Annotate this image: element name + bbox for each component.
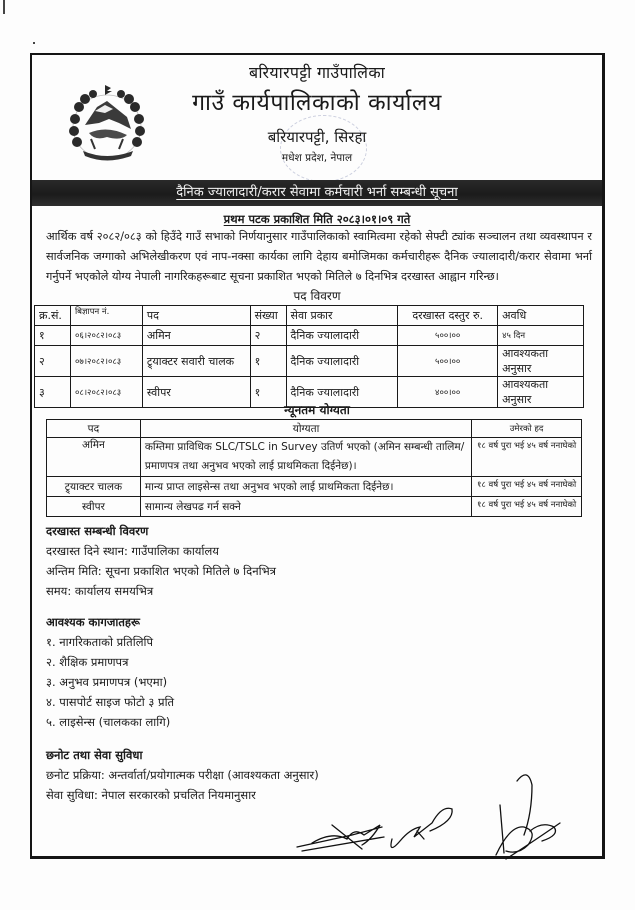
scan-mark [3, 0, 5, 14]
qualification-table-title: न्यूनतम योग्यता [284, 403, 350, 417]
cell-advert-no: ०७।२०८२।०८३ [70, 346, 142, 377]
cell-serial: १ [35, 326, 71, 346]
document-item: ३. अनुभव प्रमाणपत्र (भएमा) [46, 675, 168, 689]
cell-position: ट्र्याक्टर चालक [47, 477, 141, 497]
notice-frame [30, 53, 605, 859]
positions-table [34, 305, 584, 408]
application-details [46, 521, 276, 601]
cell-service-type: दैनिक ज्यालादारी [286, 346, 398, 377]
col-header-serial: क्र.सं. [35, 306, 71, 326]
cell-duration: ४५ दिन [498, 326, 584, 346]
office-location: बरियारपट्टी, सिरहा [267, 128, 367, 146]
col-header-age-limit: उमेरको हद [472, 420, 582, 438]
office-name: गाउँ कार्यपालिकाको कार्यालय [192, 90, 442, 116]
cell-position: ट्र्याक्टर सवारी चालक [142, 346, 250, 377]
selection-facilities [46, 745, 319, 805]
publication-date: प्रथम पटक प्रकाशित मिति २०८३।०१।०९ गते [223, 212, 411, 226]
col-header-position: पद [142, 306, 250, 326]
cell-position: अमिन [47, 438, 141, 477]
application-details-heading: दरखास्त सम्बन्धी विवरण [46, 524, 149, 538]
cell-age-limit: १८ वर्ष पुरा भई ४५ वर्ष ननाघेको [472, 438, 582, 477]
scan-dot [33, 42, 35, 44]
qualification-table-header [47, 420, 582, 438]
notice-title: दैनिक ज्यालादारी/करार सेवामा कर्मचारी भर्ना सम्बन्धी सूचना [176, 185, 458, 200]
required-documents-heading: आवश्यक कागजातहरू [46, 615, 140, 629]
cell-qualification: कम्तिमा प्राविधिक SLC/TSLC in Survey उतिर्ण भएको (अमिन सम्बन्धी तालिम/प्रमाणपत्र तथा अनुभव भएको लाई प्राथमिकता दिईनेछ)। [140, 438, 471, 477]
cell-position: स्वीपर [142, 377, 250, 408]
document-item: ५. लाइसेन्स (चालकका लागि) [46, 715, 171, 729]
signatures [292, 765, 602, 865]
col-header-count: संख्या [250, 306, 286, 326]
col-header-qualification: योग्यता [140, 420, 471, 438]
cell-service-type: दैनिक ज्यालादारी [286, 377, 398, 408]
col-header-duration: अवधि [498, 306, 584, 326]
cell-count: १ [250, 377, 286, 408]
intro-paragraph: आर्थिक वर्ष २०८२/०८३ को हिउँदे गाउँ सभाको निर्णयानुसार गाउँपालिकाको स्वामित्वमा रहेको सेफ्टी ट्यांक सञ्चालन तथा व्यवस्थापन र सार्वजनिक जग्गाको अभिलेखीकरण एवं नाप-नक्सा कार्यका लागि देहाय बमोजिमका कर्मचारीहरू दैनिक ज्यालादारी/करार सेवामा भर्ना गर्नुपर्ने भएकोले योग्य नेपाली नागरिकहरूबाट सूचना प्रकाशित भएको मितिले ७ दिनभित्र दरखास्त आह्वान गरिन्छ। [46, 230, 592, 283]
signature-1-icon [297, 825, 384, 851]
notice-title-banner [32, 180, 602, 206]
col-header-position: पद [47, 420, 141, 438]
document-item: ४. पासपोर्ट साइज फोटो ३ प्रति [46, 695, 175, 709]
document-item: २. शैक्षिक प्रमाणपत्र [46, 655, 129, 669]
signature-2-icon [391, 808, 452, 847]
letterhead [32, 55, 602, 172]
signature-3-icon [496, 775, 560, 859]
col-header-service-type: सेवा प्रकार [286, 306, 398, 326]
cell-fee: ५००।०० [398, 326, 498, 346]
positions-table-title: पद विवरण [293, 289, 341, 303]
cell-count: २ [250, 326, 286, 346]
table-row [47, 497, 582, 517]
cell-age-limit: १८ वर्ष पुरा भई ४५ वर्ष ननाघेको [472, 477, 582, 497]
cell-position: अमिन [142, 326, 250, 346]
municipality-name: बरियारपट्टी गाउँपालिका [248, 63, 386, 82]
province-country: मधेश प्रदेश, नेपाल [281, 152, 353, 164]
table-row [47, 477, 582, 497]
cell-count: १ [250, 346, 286, 377]
office-seal-stamp [280, 115, 367, 182]
positions-table-header [35, 306, 584, 326]
selection-process: छनोट प्रक्रिया: अन्तर्वार्ता/प्रयोगात्मक परीक्षा (आवश्यकता अनुसार) [46, 768, 319, 782]
cell-service-type: दैनिक ज्यालादारी [286, 326, 398, 346]
table-row [47, 438, 582, 477]
cell-duration: आवश्यकता अनुसार [498, 346, 584, 377]
table-row [35, 326, 584, 346]
cell-position: स्वीपर [47, 497, 141, 517]
application-time: समय: कार्यालय समयभित्र [46, 584, 154, 598]
cell-qualification: सामान्य लेखपढ गर्न सक्ने [140, 497, 471, 517]
qualification-table [46, 419, 582, 517]
cell-fee: ४००।०० [398, 377, 498, 408]
col-header-fee: दरखास्त दस्तुर रु. [398, 306, 498, 326]
cell-advert-no: ०६।२०८२।०८३ [70, 326, 142, 346]
cell-duration: आवश्यकता अनुसार [498, 377, 584, 408]
cell-qualification: मान्य प्राप्त लाइसेन्स तथा अनुभव भएको लाई प्राथमिकता दिईनेछ। [140, 477, 471, 497]
document-item: १. नागरिकताको प्रतिलिपि [46, 635, 154, 649]
required-documents [46, 612, 174, 732]
cell-serial: २ [35, 346, 71, 377]
cell-advert-no: ०८।२०८२।०८३ [70, 377, 142, 408]
col-header-advert-no: बिज्ञापन नं. [70, 306, 142, 326]
table-row [35, 346, 584, 377]
application-deadline: अन्तिम मिति: सूचना प्रकाशित भएको मितिले ७ दिनभित्र [46, 564, 277, 578]
application-place: दरखास्त दिने स्थान: गाउँपालिका कार्यालय [46, 544, 219, 558]
cell-serial: ३ [35, 377, 71, 408]
cell-age-limit: १८ वर्ष पुरा भई ४५ वर्ष ननाघेको [472, 497, 582, 517]
service-facilities: सेवा सुविधा: नेपाल सरकारको प्रचलित नियमानुसार [46, 788, 256, 802]
cell-fee: ५००।०० [398, 346, 498, 377]
selection-facilities-heading: छनोट तथा सेवा सुविधा [46, 748, 143, 762]
